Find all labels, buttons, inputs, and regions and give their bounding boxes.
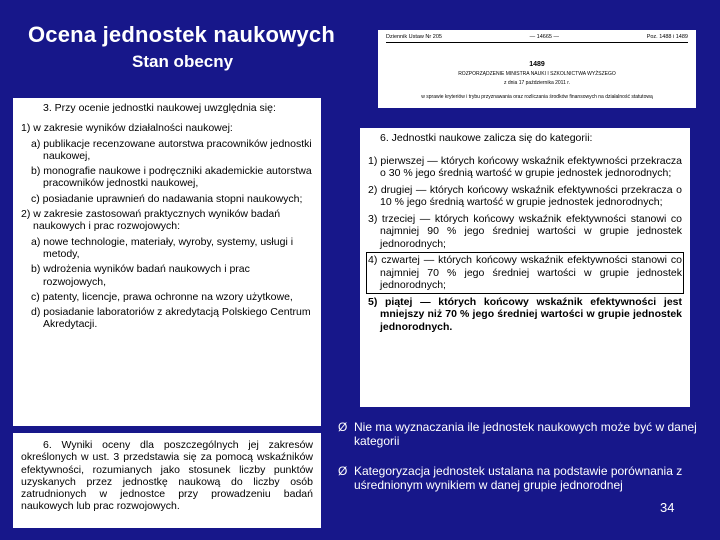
header-position: Poz. 1488 i 1489 bbox=[646, 34, 688, 40]
note-item bbox=[338, 420, 708, 448]
left-point-2: 2) w zakresie zastosowań praktycznych wyników badań naukowych i prac rozwojowych: bbox=[21, 208, 281, 233]
left-point-2a: a) nowe technologie, materiały, wyroby, systemy, usługi i metody, bbox=[31, 235, 294, 260]
header-regulation: ROZPORZĄDZENIE MINISTRA NAUKI I SZKOLNICTWA WYŻSZEGO bbox=[458, 71, 616, 77]
right-heading: 6. Jednostki naukowe zalicza się do kategorii: bbox=[380, 132, 593, 144]
bullet-notes bbox=[338, 420, 708, 508]
category-5: 5) piątej — których końcowy wskaźnik efektywności jest mniejszy niż 70 % jego średniej wartości w grupie jednostek jednorodnych. bbox=[368, 295, 682, 333]
header-journal: Dziennik Ustaw Nr 205 bbox=[386, 34, 442, 40]
bottom-paragraph: 6. Wyniki oceny dla poszczególnych jej zakresów określonych w ust. 3 przedstawia się za pomocą wskaźników efektywności, rozumianych jako stosunek liczby punktów uzyskanych przez jednostkę naukową do liczby osób zatrudnionych w jednostce przy prowadzeniu badań naukowych lub prac rozwojowych. bbox=[21, 439, 313, 513]
arrow-bullet-icon: Ø bbox=[338, 420, 348, 434]
left-point-1: 1) w zakresie wyników działalności naukowej: bbox=[21, 122, 233, 135]
left-point-1a: a) publikacje recenzowane autorstwa pracowników jednostki naukowej, bbox=[31, 137, 312, 162]
left-point-2c: c) patenty, licencje, prawa ochronne na wzory użytkowe, bbox=[31, 290, 293, 303]
document-left-clipping bbox=[13, 98, 321, 426]
header-top-line bbox=[386, 34, 688, 43]
header-page: — 14665 — bbox=[529, 34, 559, 40]
header-subject: w sprawie kryteriów i trybu przyznawania oraz rozliczania środków finansowych na działalność statutową bbox=[421, 94, 653, 100]
header-number: 1489 bbox=[529, 61, 545, 68]
category-1: 1) pierwszej — których końcowy wskaźnik efektywności przekracza o 30 % jego średnią wartość w grupie jednostek jednorodnych; bbox=[368, 154, 682, 179]
left-heading: 3. Przy ocenie jednostki naukowej uwzględnia się: bbox=[43, 102, 276, 114]
left-point-1b: b) monografie naukowe i podręczniki akademickie autorstwa pracowników jednostki naukowej, bbox=[31, 165, 312, 190]
note-text: Kategoryzacja jednostek ustalana na podstawie porównania z uśrednionym wynikiem w danej grupie jednorodnej bbox=[354, 464, 683, 492]
left-point-2b: b) wdrożenia wyników badań naukowych i prac rozwojowych, bbox=[31, 263, 250, 288]
category-3: 3) trzeciej — których końcowy wskaźnik efektywności stanowi co najmniej 90 % jego średniej wartości w grupie jednostek jednorodnych; bbox=[368, 212, 682, 250]
slide-subtitle: Stan obecny bbox=[132, 52, 234, 71]
document-right-clipping bbox=[360, 128, 690, 407]
note-item bbox=[338, 464, 708, 492]
document-bottom-clipping bbox=[13, 433, 321, 528]
left-point-2d: d) posiadanie laboratoriów z akredytacją Polskiego Centrum Akredytacji. bbox=[31, 306, 311, 331]
slide-title: Ocena jednostek naukowych bbox=[28, 22, 335, 47]
category-2: 2) drugiej — których końcowy wskaźnik efektywności przekracza o 10 % jego średnią wartość w grupie jednostek jednorodnych; bbox=[368, 183, 682, 208]
note-text: Nie ma wyznaczania ile jednostek naukowych może być w danej kategorii bbox=[354, 420, 697, 448]
header-date: z dnia 17 października 2011 r. bbox=[503, 80, 571, 86]
arrow-bullet-icon: Ø bbox=[338, 464, 348, 478]
document-header-clipping bbox=[378, 30, 696, 108]
category-4: 4) czwartej — których końcowy wskaźnik efektywności stanowi co najmniej 70 % jego średniej wartości w grupie jednostek jednorodnych; bbox=[368, 254, 682, 291]
left-point-1c: c) posiadanie uprawnień do nadawania stopni naukowych; bbox=[31, 192, 303, 205]
page-number: 34 bbox=[660, 500, 675, 515]
